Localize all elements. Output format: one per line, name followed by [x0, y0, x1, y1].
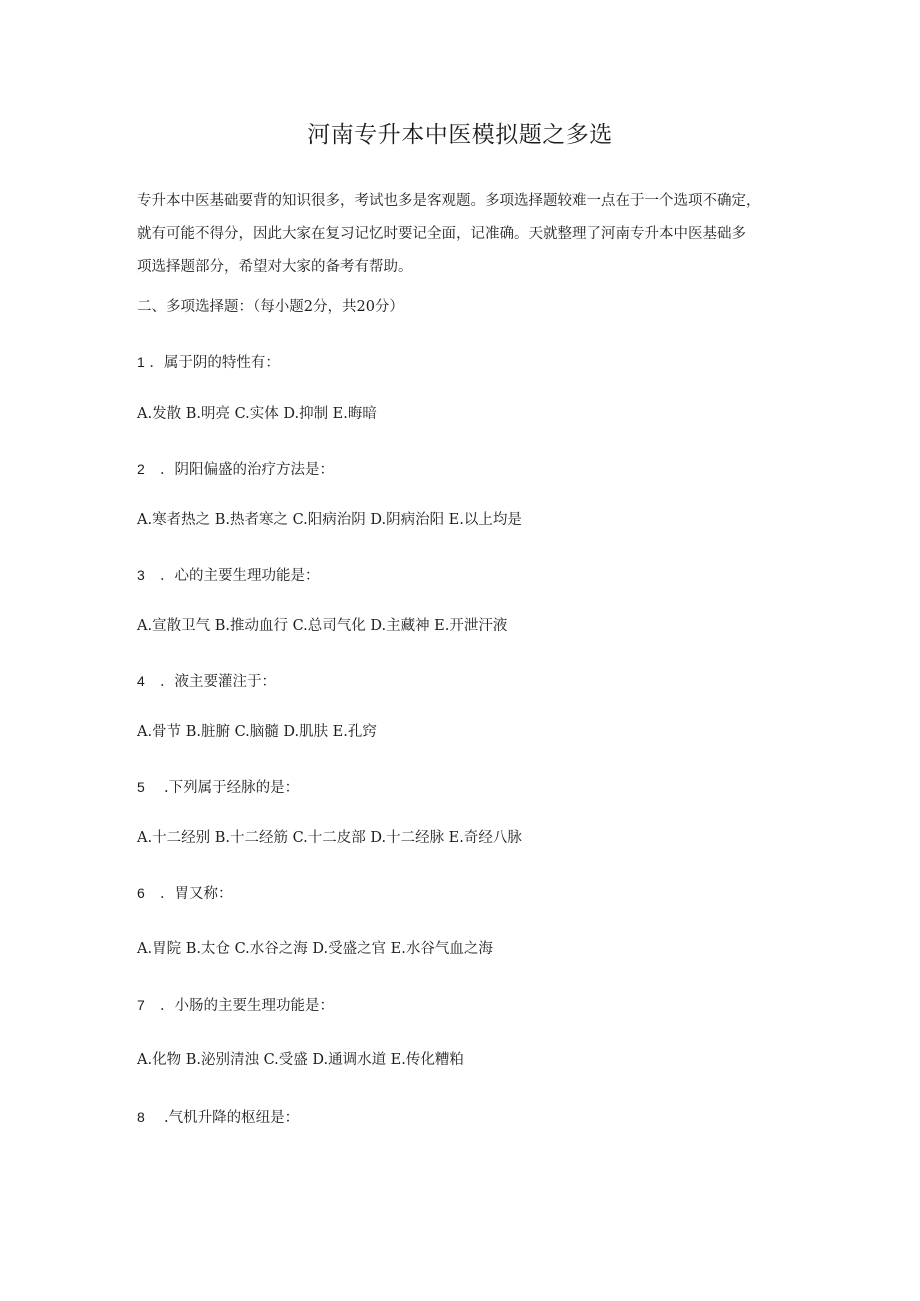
question-text: ．属于阴的特性有： — [149, 355, 280, 371]
question-number: 3 — [137, 567, 145, 583]
question-options: A.寒者热之 B.热者寒之 C.阳病治阴 D.阴病治阳 E.以上均是 — [137, 512, 522, 528]
question-text: ．阴阳偏盛的治疗方法是： — [160, 462, 335, 478]
question-stem — [137, 565, 320, 586]
question-text: ．胃又称： — [160, 886, 233, 902]
question-options: A.化物 B.泌别清浊 C.受盛 D.通调水道 E.传化糟粕 — [137, 1052, 464, 1068]
question-stem — [137, 777, 299, 798]
question-options: A.发散 B.明亮 C.实体 D.抑制 E.晦暗 — [137, 406, 377, 422]
question-number: 7 — [137, 997, 145, 1013]
question-text: .气机升降的枢纽是： — [164, 1110, 300, 1126]
question-stem — [137, 459, 334, 480]
question-options: A.胃院 B.太仓 C.水谷之海 D.受盛之官 E.水谷气血之海 — [137, 941, 493, 957]
question-number: 4 — [137, 673, 145, 689]
question-text: ．心的主要生理功能是： — [160, 568, 320, 584]
intro-line: 就有可能不得分，因此大家在复习记忆时要记全面，记准确。天就整理了河南专升本中医基础多 — [137, 226, 746, 242]
question-options: A.骨节 B.脏腑 C.脑髓 D.肌肤 E.孔窍 — [137, 724, 377, 740]
section-heading: 二、多项选择题：（每小题2分，共20分） — [137, 299, 404, 315]
intro-line: 项选择题部分，希望对大家的备考有帮助。 — [137, 259, 413, 275]
question-options: A.十二经别 B.十二经筋 C.十二皮部 D.十二经脉 E.奇经八脉 — [137, 830, 522, 846]
question-number: 5 — [137, 779, 145, 795]
question-stem — [137, 883, 233, 904]
question-stem — [137, 352, 280, 373]
question-number: 6 — [137, 885, 145, 901]
question-text: .下列属于经脉的是： — [164, 780, 300, 796]
question-stem — [137, 1107, 299, 1128]
intro-line: 专升本中医基础要背的知识很多，考试也多是客观题。多项选择题较难一点在于一个选项不确定， — [137, 193, 761, 209]
question-number: 2 — [137, 461, 145, 477]
question-options: A.宣散卫气 B.推动血行 C.总司气化 D.主藏神 E.开泄汗液 — [137, 618, 508, 634]
intro-paragraph — [137, 185, 785, 284]
question-text: ．小肠的主要生理功能是： — [160, 998, 335, 1014]
question-stem — [137, 995, 334, 1016]
question-number: 8 — [137, 1109, 145, 1125]
question-text: ．液主要灌注于： — [160, 674, 277, 690]
document-title: 河南专升本中医模拟题之多选 — [307, 122, 613, 148]
question-number: 1 — [137, 354, 145, 370]
question-stem — [137, 671, 276, 692]
